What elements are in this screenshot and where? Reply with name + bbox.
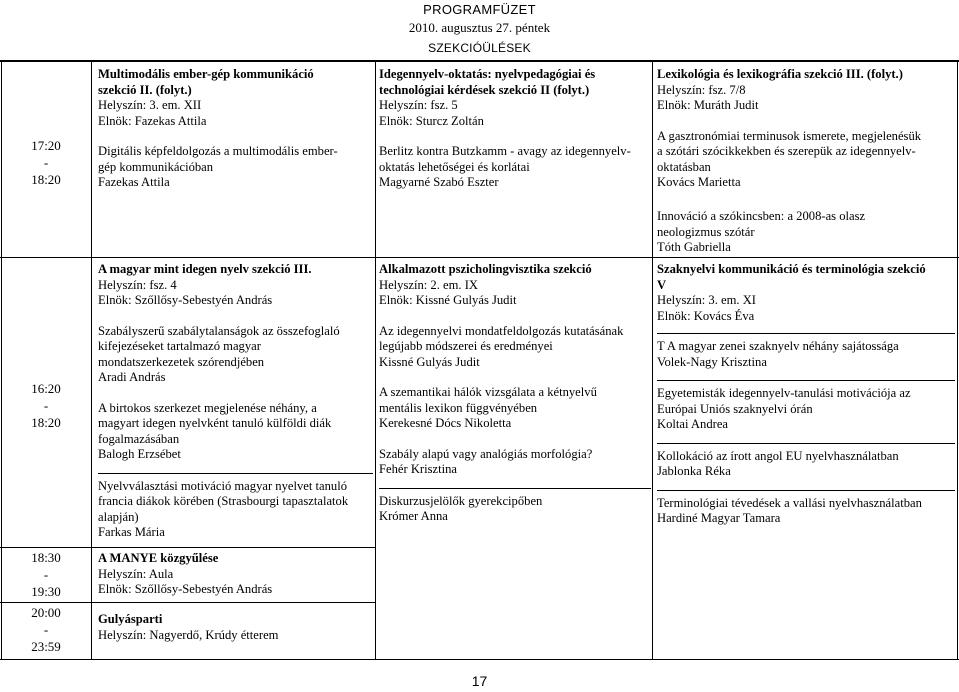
time-slot-4: 20:00 - 23:59: [31, 605, 61, 654]
table-row-divider-2: [0, 547, 376, 548]
talk-author: Jablonka Réka: [657, 464, 731, 478]
talk-separator: [98, 473, 373, 474]
talk-title: Diskurzusjelölők gyerekcipőben: [379, 493, 543, 508]
talk-title: Szabályszerű szabálytalanságok az összefoglaló: [98, 323, 340, 338]
talk-title: Egyetemisták idegennyelv-tanulási motivációja az: [657, 386, 911, 400]
time-slot-1: 17:20 - 18:20: [31, 138, 61, 187]
talk-title: Berlitz kontra Butzkamm - avagy az idegennyelv-: [379, 144, 631, 158]
talk-separator: [657, 443, 955, 444]
talk-title: Az idegennyelvi mondatfeldolgozás kutatásának: [379, 323, 624, 338]
event-location: Helyszín: Nagyerdő, Krúdy étterem: [98, 627, 279, 642]
talk-title: Kollokáció az írott angol EU nyelvhasználatban: [657, 448, 899, 463]
talk-title: Terminológiai tévedések a vallási nyelvhasználatban: [657, 495, 922, 510]
session-location: Helyszín: Aula: [98, 566, 174, 581]
session-location: Helyszín: 3. em. XII: [98, 98, 202, 112]
talk-separator: [657, 333, 955, 334]
session-multimodal: Multimodális ember-gép kommunikáció szekció II. (folyt.) Helyszín: 3. em. XII Elnök: Fazekas Attila Digitális képfeldolgozás a multimodális ember- gép kommunikációban Fazekas Attila: [98, 67, 373, 191]
session-location: Helyszín: 3. em. XI: [657, 293, 756, 307]
talk-title: A szemantikai hálók vizsgálata a kétnyelvű: [379, 385, 597, 399]
session-chair: Elnök: Kissné Gulyás Judit: [379, 293, 517, 307]
talk-author: Krómer Anna: [379, 509, 448, 523]
talk-separator: [657, 380, 955, 381]
session-psycholinguistics: Alkalmazott pszicholingvisztika szekció Helyszín: 2. em. IX Elnök: Kissné Gulyás Judit Az idegennyelvi mondatfeldolgozás kutatásának legújabb módszerei és eredményei Kissné Gulyás Judit A szemantikai hálók vizsgálata a kétnyelvű mentális lexikon függvényében Kerekesné Dócs Nikoletta Szabály alapú vagy analógiás morfológia? Fehér Krisztina Diskurzusjelölők gyerekcipőben Krómer Anna: [379, 262, 651, 525]
talk-author: Volek-Nagy Krisztina: [657, 354, 767, 369]
talk-neologism: Innováció a szókincsben: a 2008-as olasz neologizmus szótár Tóth Gabriella: [657, 209, 955, 256]
talk-author: Farkas Mária: [98, 525, 165, 539]
session-chair: Elnök: Szőllősy-Sebestyén András: [98, 582, 273, 596]
session-general-assembly: A MANYE közgyűlése Helyszín: Aula Elnök: Szőllősy-Sebestyén András: [98, 551, 373, 598]
talk-author: Kerekesné Dócs Nikoletta: [379, 416, 512, 430]
session-location: Helyszín: fsz. 4: [98, 277, 177, 292]
event-gulyas-party: Gulyásparti Helyszín: Nagyerdő, Krúdy étterem: [98, 612, 373, 643]
time-column-divider: [91, 60, 92, 660]
program-subtitle: SZEKCIÓÜLÉSEK: [428, 41, 531, 55]
talk-title: T A magyar zenei szaknyelv néhány sajátossága: [657, 339, 899, 353]
session-chair: Elnök: Szőllősy-Sebestyén András: [98, 293, 273, 307]
session-location: Helyszín: fsz. 5: [379, 98, 458, 112]
program-date: 2010. augusztus 27. péntek: [408, 20, 551, 35]
session-lexicology: Lexikológia és lexikográfia szekció III. (folyt.) Helyszín: fsz. 7/8 Elnök: Muráth Judit A gasztronómiai terminusok ismerete, megjelenésük a szótári szócikkekben és szerepük az idegennyelv- oktatásban Kovács Marietta: [657, 67, 955, 191]
table-top-border: [0, 60, 959, 62]
talk-title: Digitális képfeldolgozás a multimodális ember-: [98, 144, 338, 158]
table-row-divider-1: [0, 257, 959, 258]
talk-author: Balogh Erzsébet: [98, 447, 181, 461]
session-language-teaching: Idegennyelv-oktatás: nyelvpedagógiai és technológiai kérdések szekció II (folyt.) Helyszín: fsz. 5 Elnök: Sturcz Zoltán Berlitz kontra Butzkamm - avagy az idegennyelv- oktatás lehetőségei és korlátai Magyarné Szabó Eszter: [379, 67, 651, 191]
session-chair: Elnök: Sturcz Zoltán: [379, 113, 484, 128]
talk-author: Koltai Andrea: [657, 417, 728, 431]
time-slot-3: 18:30 - 19:30: [31, 550, 61, 599]
session-terminology: Szaknyelvi kommunikáció és terminológia szekció V Helyszín: 3. em. XI Elnök: Kovács Éva T A magyar zenei szaknyelv néhány sajátossága Volek-Nagy Krisztina Egyetemisták idegennyelv-tanulási motivációja az Európai Uniós szaknyelvi órán Koltai Andrea Kollokáció az írott angol EU nyelvhasználatban Jablonka Réka Terminológiai tévedések a vallási nyelvhasználatban Hardiné Magyar Tamara: [657, 262, 955, 527]
talk-author: Tóth Gabriella: [657, 240, 731, 254]
talk-author: Fehér Krisztina: [379, 462, 457, 476]
talk-separator: [657, 490, 955, 491]
talk-author: Fazekas Attila: [98, 175, 170, 189]
talk-title: A gasztronómiai terminusok ismerete, megjelenésük: [657, 128, 922, 143]
talk-author: Kissné Gulyás Judit: [379, 354, 480, 369]
table-row-divider-3: [0, 602, 376, 603]
talk-title: Szabály alapú vagy analógiás morfológia?: [379, 446, 593, 461]
session-chair: Elnök: Muráth Judit: [657, 98, 759, 112]
talk-title: Innováció a szókincsben: a 2008-as olasz: [657, 209, 866, 223]
column-divider-1: [375, 60, 376, 660]
column-divider-2: [652, 60, 653, 660]
page-number: 17: [471, 673, 488, 689]
talk-title: Nyelvválasztási motiváció magyar nyelvet tanuló: [98, 478, 347, 493]
talk-author: Aradi András: [98, 370, 166, 384]
session-chair: Elnök: Fazekas Attila: [98, 113, 207, 128]
session-chair: Elnök: Kovács Éva: [657, 308, 755, 323]
session-location: Helyszín: fsz. 7/8: [657, 82, 746, 97]
talk-author: Magyarné Szabó Eszter: [379, 175, 499, 189]
talk-author: Hardiné Magyar Tamara: [657, 511, 781, 525]
session-location: Helyszín: 2. em. IX: [379, 277, 478, 292]
talk-title: A birtokos szerkezet megjelenése néhány, a: [98, 400, 317, 415]
session-hungarian-foreign: A magyar mint idegen nyelv szekció III. Helyszín: fsz. 4 Elnök: Szőllősy-Sebestyén András Szabályszerű szabálytalanságok az összefoglaló kifejezéseket tartalmazó magyar mondatszerkezetek szórendjében Aradi András A birtokos szerkezet megjelenése néhány, a magyart idegen nyelvként tanuló külföldi diák fogalmazásában Balogh Erzsébet Nyelvválasztási motiváció magyar nyelvet tanuló francia diákok körében (Strasbourgi tapasztalatok alapján) Farkas Mária: [98, 262, 373, 541]
program-title: PROGRAMFÜZET: [423, 2, 536, 17]
talk-author: Kovács Marietta: [657, 175, 741, 189]
talk-separator: [379, 488, 651, 489]
time-slot-2: 16:20 - 18:20: [31, 381, 61, 430]
table-bottom-border: [0, 659, 959, 660]
table-right-border: [957, 60, 958, 660]
